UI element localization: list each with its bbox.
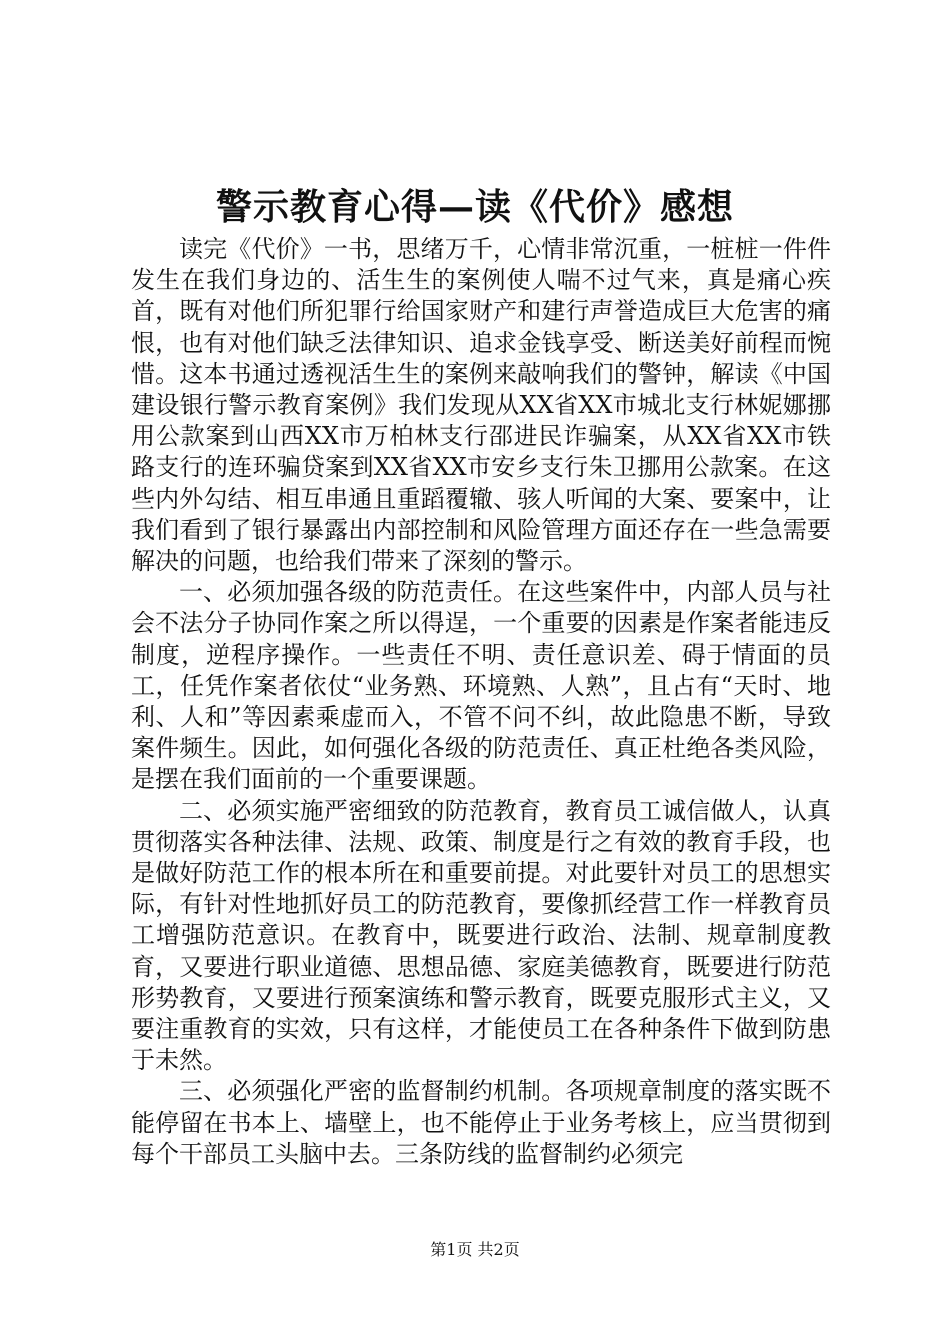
paragraph-point-3: 三、必须强化严密的监督制约机制。各项规章制度的落实既不能停留在书本上、墙壁上，也不能停止于业务考核上，应当贯彻到每个干部员工头脑中去。三条防线的监督制约必须完	[131, 1077, 831, 1168]
document-body	[131, 234, 831, 1170]
paragraph-intro: 读完《代价》一书，思绪万千，心情非常沉重，一桩桩一件件发生在我们身边的、活生生的案例使人喘不过气来，真是痛心疾首，既有对他们所犯罪行给国家财产和建行声誉造成巨大危害的痛恨，也有对他们缺乏法律知识、追求金钱享受、断送美好前程而惋惜。这本书通过透视活生生的案例来敲响我们的警钟，解读《中国建设银行警示教育案例》我们发现从XX省XX市城北支行林妮娜挪用公款案到山西XX市万柏林支行邵进民诈骗案，从XX省XX市铁路支行的连环骗贷案到XX省XX市安乡支行朱卫挪用公款案。在这些内外勾结、相互串通且重蹈覆辙、骇人听闻的大案、要案中，让我们看到了银行暴露出内部控制和风险管理方面还存在一些急需要解决的问题，也给我们带来了深刻的警示。	[131, 235, 831, 576]
page-number-footer: 第1页 共2页	[430, 1240, 520, 1259]
paragraph-point-2: 二、必须实施严密细致的防范教育，教育员工诚信做人，认真贯彻落实各种法律、法规、政策、制度是行之有效的教育手段，也是做好防范工作的根本所在和重要前提。对此要针对员工的思想实际，有针对性地抓好员工的防范教育，要像抓经营工作一样教育员工增强防范意识。在教育中，既要进行政治、法制、规章制度教育，又要进行职业道德、思想品德、家庭美德教育，既要进行防范形势教育，又要进行预案演练和警示教育，既要克服形式主义，又要注重教育的实效，只有这样，才能使员工在各种条件下做到防患于未然。	[131, 796, 831, 1075]
paragraph-point-1: 一、必须加强各级的防范责任。在这些案件中，内部人员与社会不法分子协同作案之所以得逞，一个重要的因素是作案者能违反制度，逆程序操作。一些责任不明、责任意识差、碍于情面的员工，任凭作案者依仗“业务熟、环境熟、人熟”，且占有“天时、地利、人和”等因素乘虚而入，不管不问不纠，故此隐患不断，导致案件频生。因此，如何强化各级的防范责任、真正杜绝各类风险，是摆在我们面前的一个重要课题。	[131, 578, 831, 794]
document-title: 警示教育心得—读《代价》感想	[215, 186, 734, 228]
